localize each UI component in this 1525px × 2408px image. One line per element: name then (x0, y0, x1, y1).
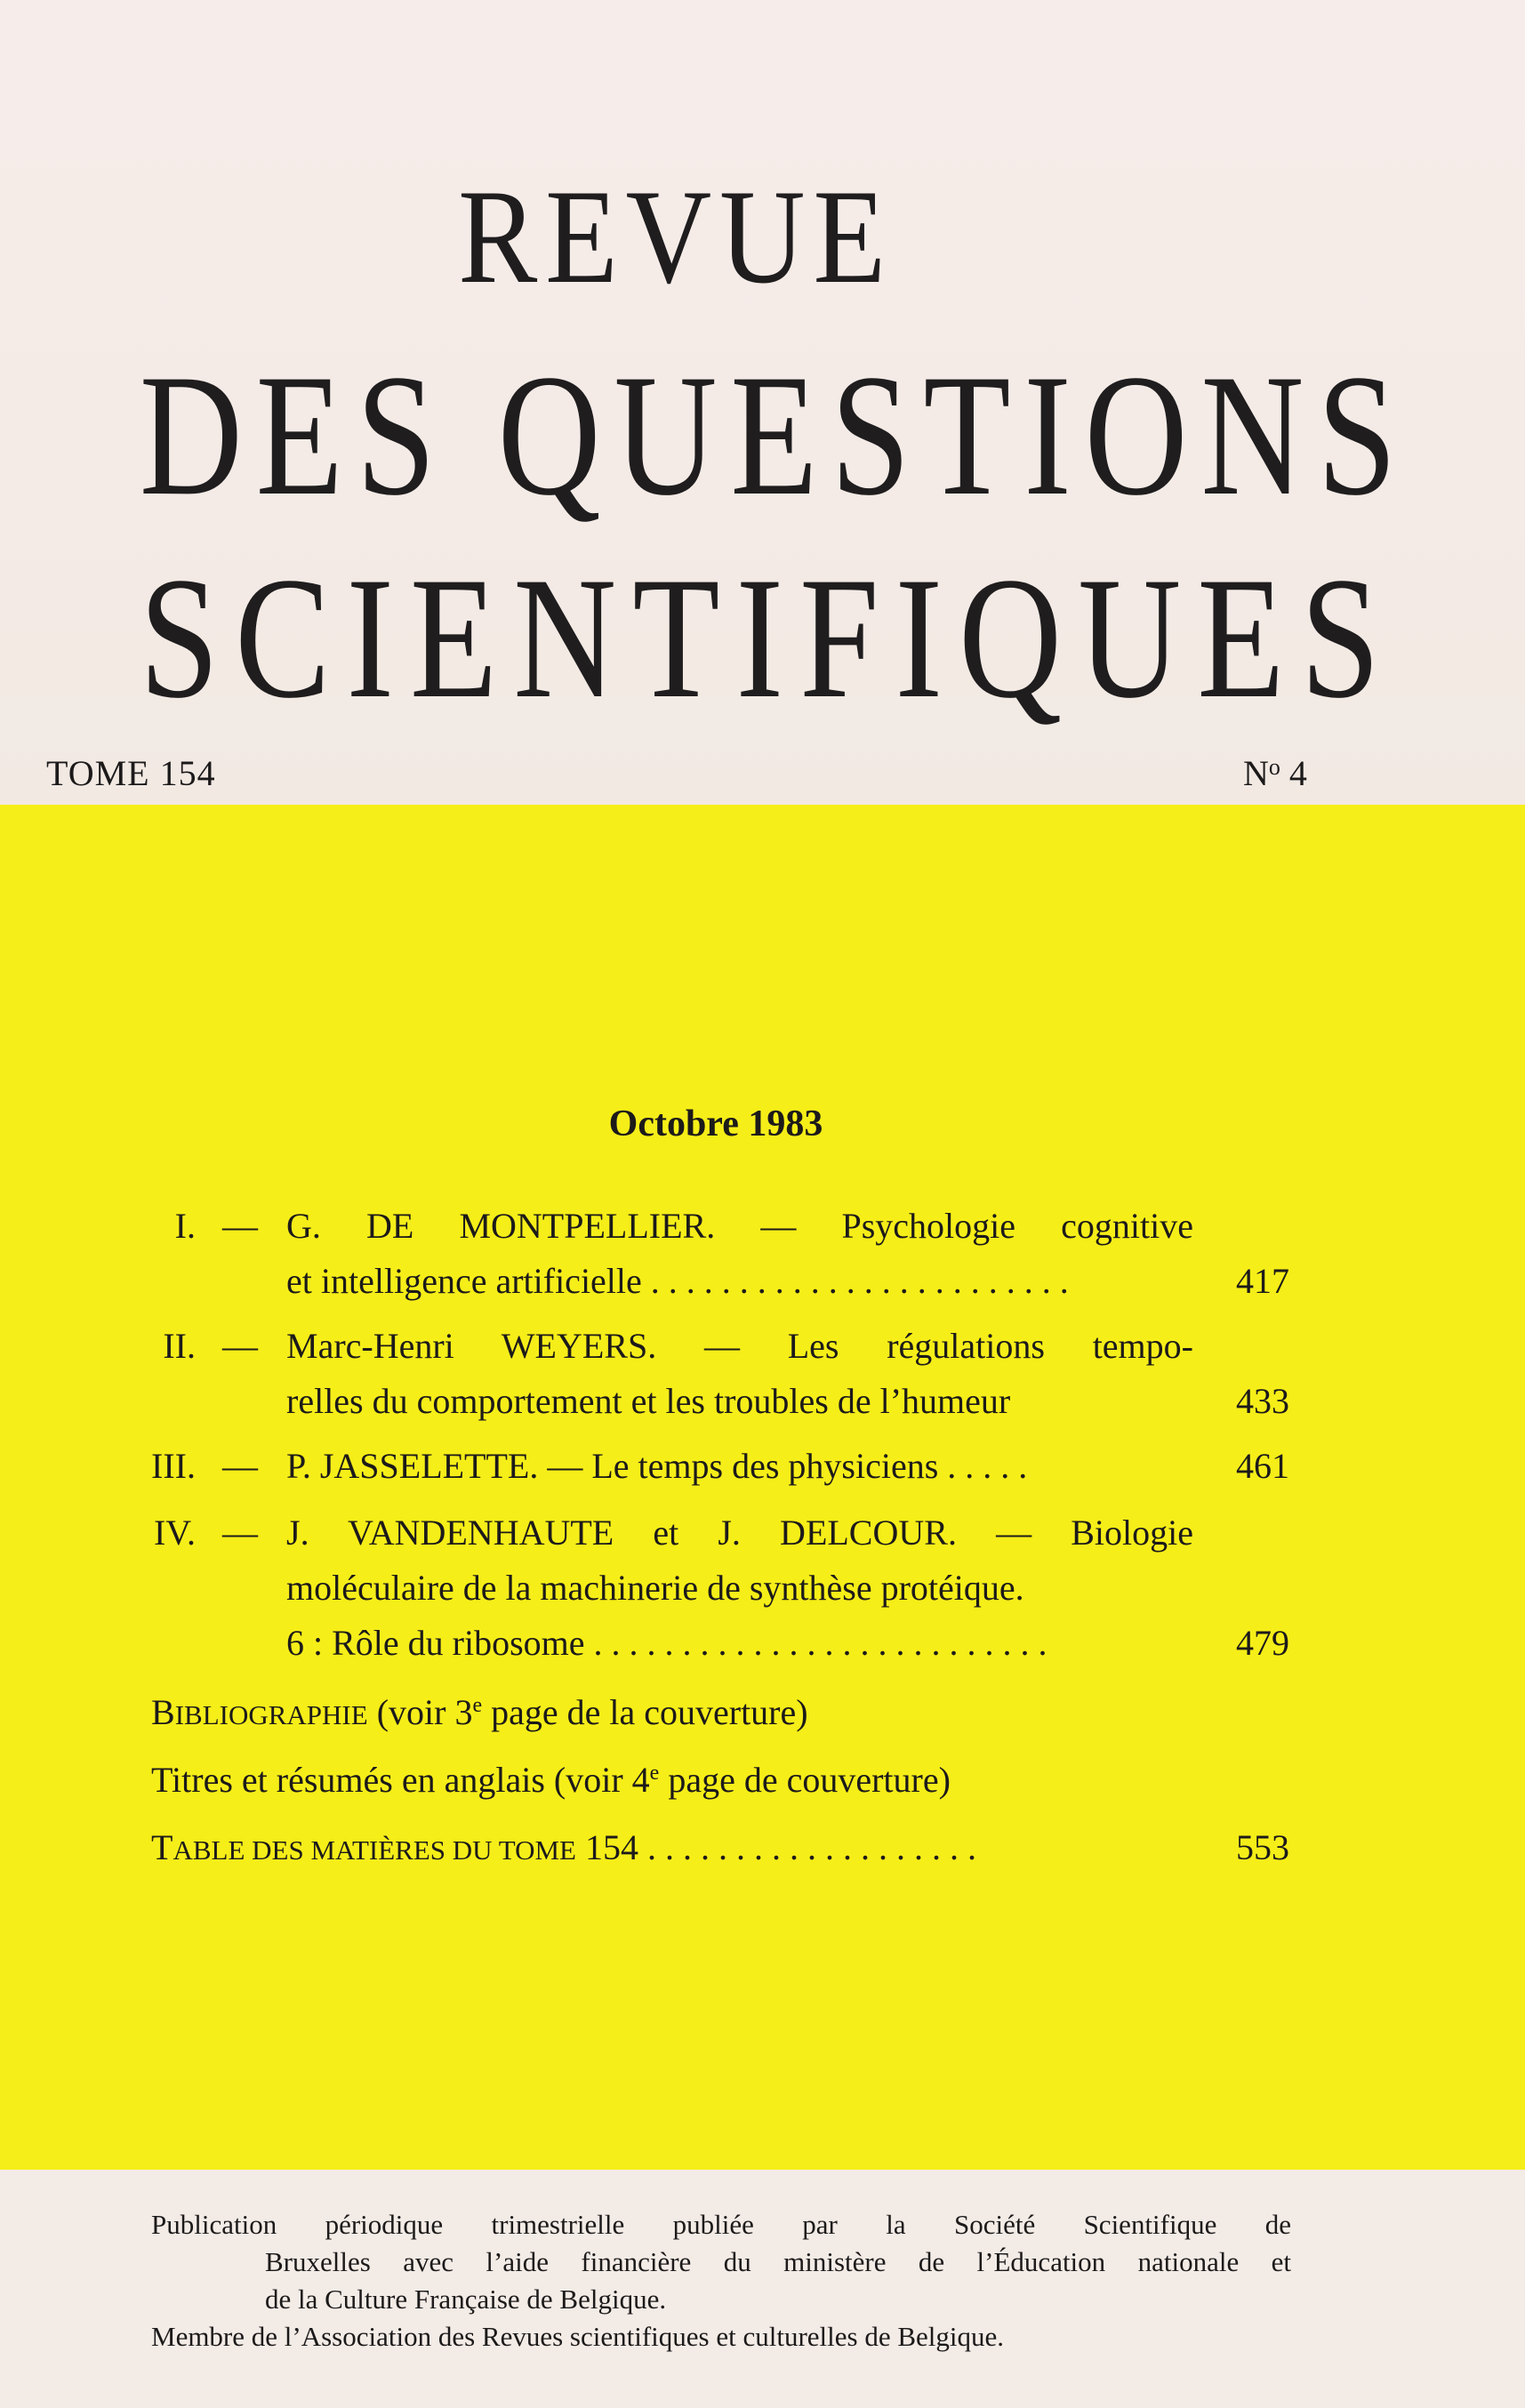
table-smallcaps: ABLE DES MATIÈRES DU TOME (173, 1834, 576, 1866)
toc-table-des-matieres (0, 1826, 1525, 1880)
toc-leader: ................... (646, 1827, 985, 1867)
toc-entry-dash: — (222, 1326, 258, 1366)
issue-number-prefix: N (1243, 753, 1269, 793)
titres-text-b: page de couverture) (659, 1760, 951, 1800)
issue-date: Octobre 1983 (608, 1104, 823, 1144)
footer-line-4: Membre de l’Association des Revues scientifiques et culturelles de Belgique. (151, 2321, 1005, 2352)
toc-bibliographie (151, 1691, 808, 1733)
volume-label: TOME 154 (46, 753, 216, 793)
table-label (151, 1826, 985, 1868)
title-line-1: REVUE (458, 162, 894, 311)
toc-entry-line (286, 1445, 1193, 1487)
table-volume: 154 (575, 1827, 638, 1867)
toc-entry-line: Marc-Henri WEYERS. — Les régulations tempo- (286, 1326, 1193, 1366)
titres-text-a: Titres et résumés en anglais (voir 4 (151, 1760, 650, 1800)
toc-entry-3 (0, 1445, 1525, 1498)
bibliographie-sup: e (472, 1694, 483, 1717)
toc-leader: ........................ (650, 1261, 1078, 1301)
toc-entry-dash: — (222, 1206, 258, 1246)
toc-entry-number: III. (151, 1446, 196, 1486)
toc-entry-2 (0, 1325, 1525, 1432)
toc-entry-number: II. (163, 1326, 196, 1366)
title-line-3: SCIENTIFIQUES (139, 542, 1396, 734)
toc-entry-page: 417 (1236, 1261, 1289, 1301)
bibliographie-text-b: page de la couverture) (482, 1692, 808, 1732)
toc-entry-line-text: et intelligence artificielle (286, 1261, 642, 1301)
footer-line-1: Publication périodique trimestrielle publiée par la Société Scientifique de (151, 2209, 1291, 2240)
toc-entry-line-text: 6 : Rôle du ribosome (286, 1623, 585, 1663)
masthead-band (0, 0, 1525, 805)
toc-entry-page: 461 (1236, 1446, 1289, 1486)
title-line-2: DES QUESTIONS (139, 339, 1410, 532)
bibliographie-smallcaps: IBLIOGRAPHIE (174, 1699, 368, 1730)
footer-line-2: Bruxelles avec l’aide financière du ministère de l’Éducation nationale et (265, 2246, 1291, 2277)
toc-entry-number: I. (174, 1206, 196, 1246)
toc-entry-number: IV. (153, 1513, 196, 1553)
toc-entry-line: G. DE MONTPELLIER. — Psychologie cognitive (286, 1206, 1193, 1246)
issue-number-sup: o (1268, 754, 1280, 780)
bibliographie-initial: B (151, 1692, 175, 1732)
toc-entry-line-text: P. JASSELETTE. — Le temps des physiciens (286, 1446, 939, 1486)
toc-entry-4 (0, 1512, 1525, 1681)
footer-line-3: de la Culture Française de Belgique. (265, 2284, 667, 2315)
toc-entry-line: moléculaire de la machinerie de synthèse protéique. (286, 1568, 1024, 1608)
toc-entry-line (286, 1260, 1193, 1302)
toc-entry-1 (0, 1205, 1525, 1312)
publisher-band (0, 2170, 1525, 2408)
toc-entry-dash: — (222, 1446, 258, 1486)
toc-leader: ..... (947, 1446, 1037, 1486)
issue-number (1243, 752, 1307, 794)
table-initial: T (151, 1827, 173, 1867)
toc-entry-line: J. VANDENHAUTE et J. DELCOUR. — Biologie (286, 1513, 1193, 1553)
titres-sup: e (649, 1762, 660, 1785)
toc-entry-page: 479 (1236, 1623, 1289, 1663)
bibliographie-text-a: (voir 3 (367, 1692, 473, 1732)
toc-entry-page: 433 (1236, 1381, 1289, 1421)
toc-titres-resumes (151, 1759, 951, 1801)
toc-leader: .......................... (593, 1623, 1056, 1663)
toc-entry-dash: — (222, 1513, 258, 1553)
issue-number-value: 4 (1280, 753, 1307, 793)
toc-entry-page: 553 (1236, 1827, 1289, 1867)
toc-entry-line: relles du comportement et les troubles de l’humeur (286, 1381, 1011, 1421)
toc-entry-line (286, 1622, 1193, 1664)
